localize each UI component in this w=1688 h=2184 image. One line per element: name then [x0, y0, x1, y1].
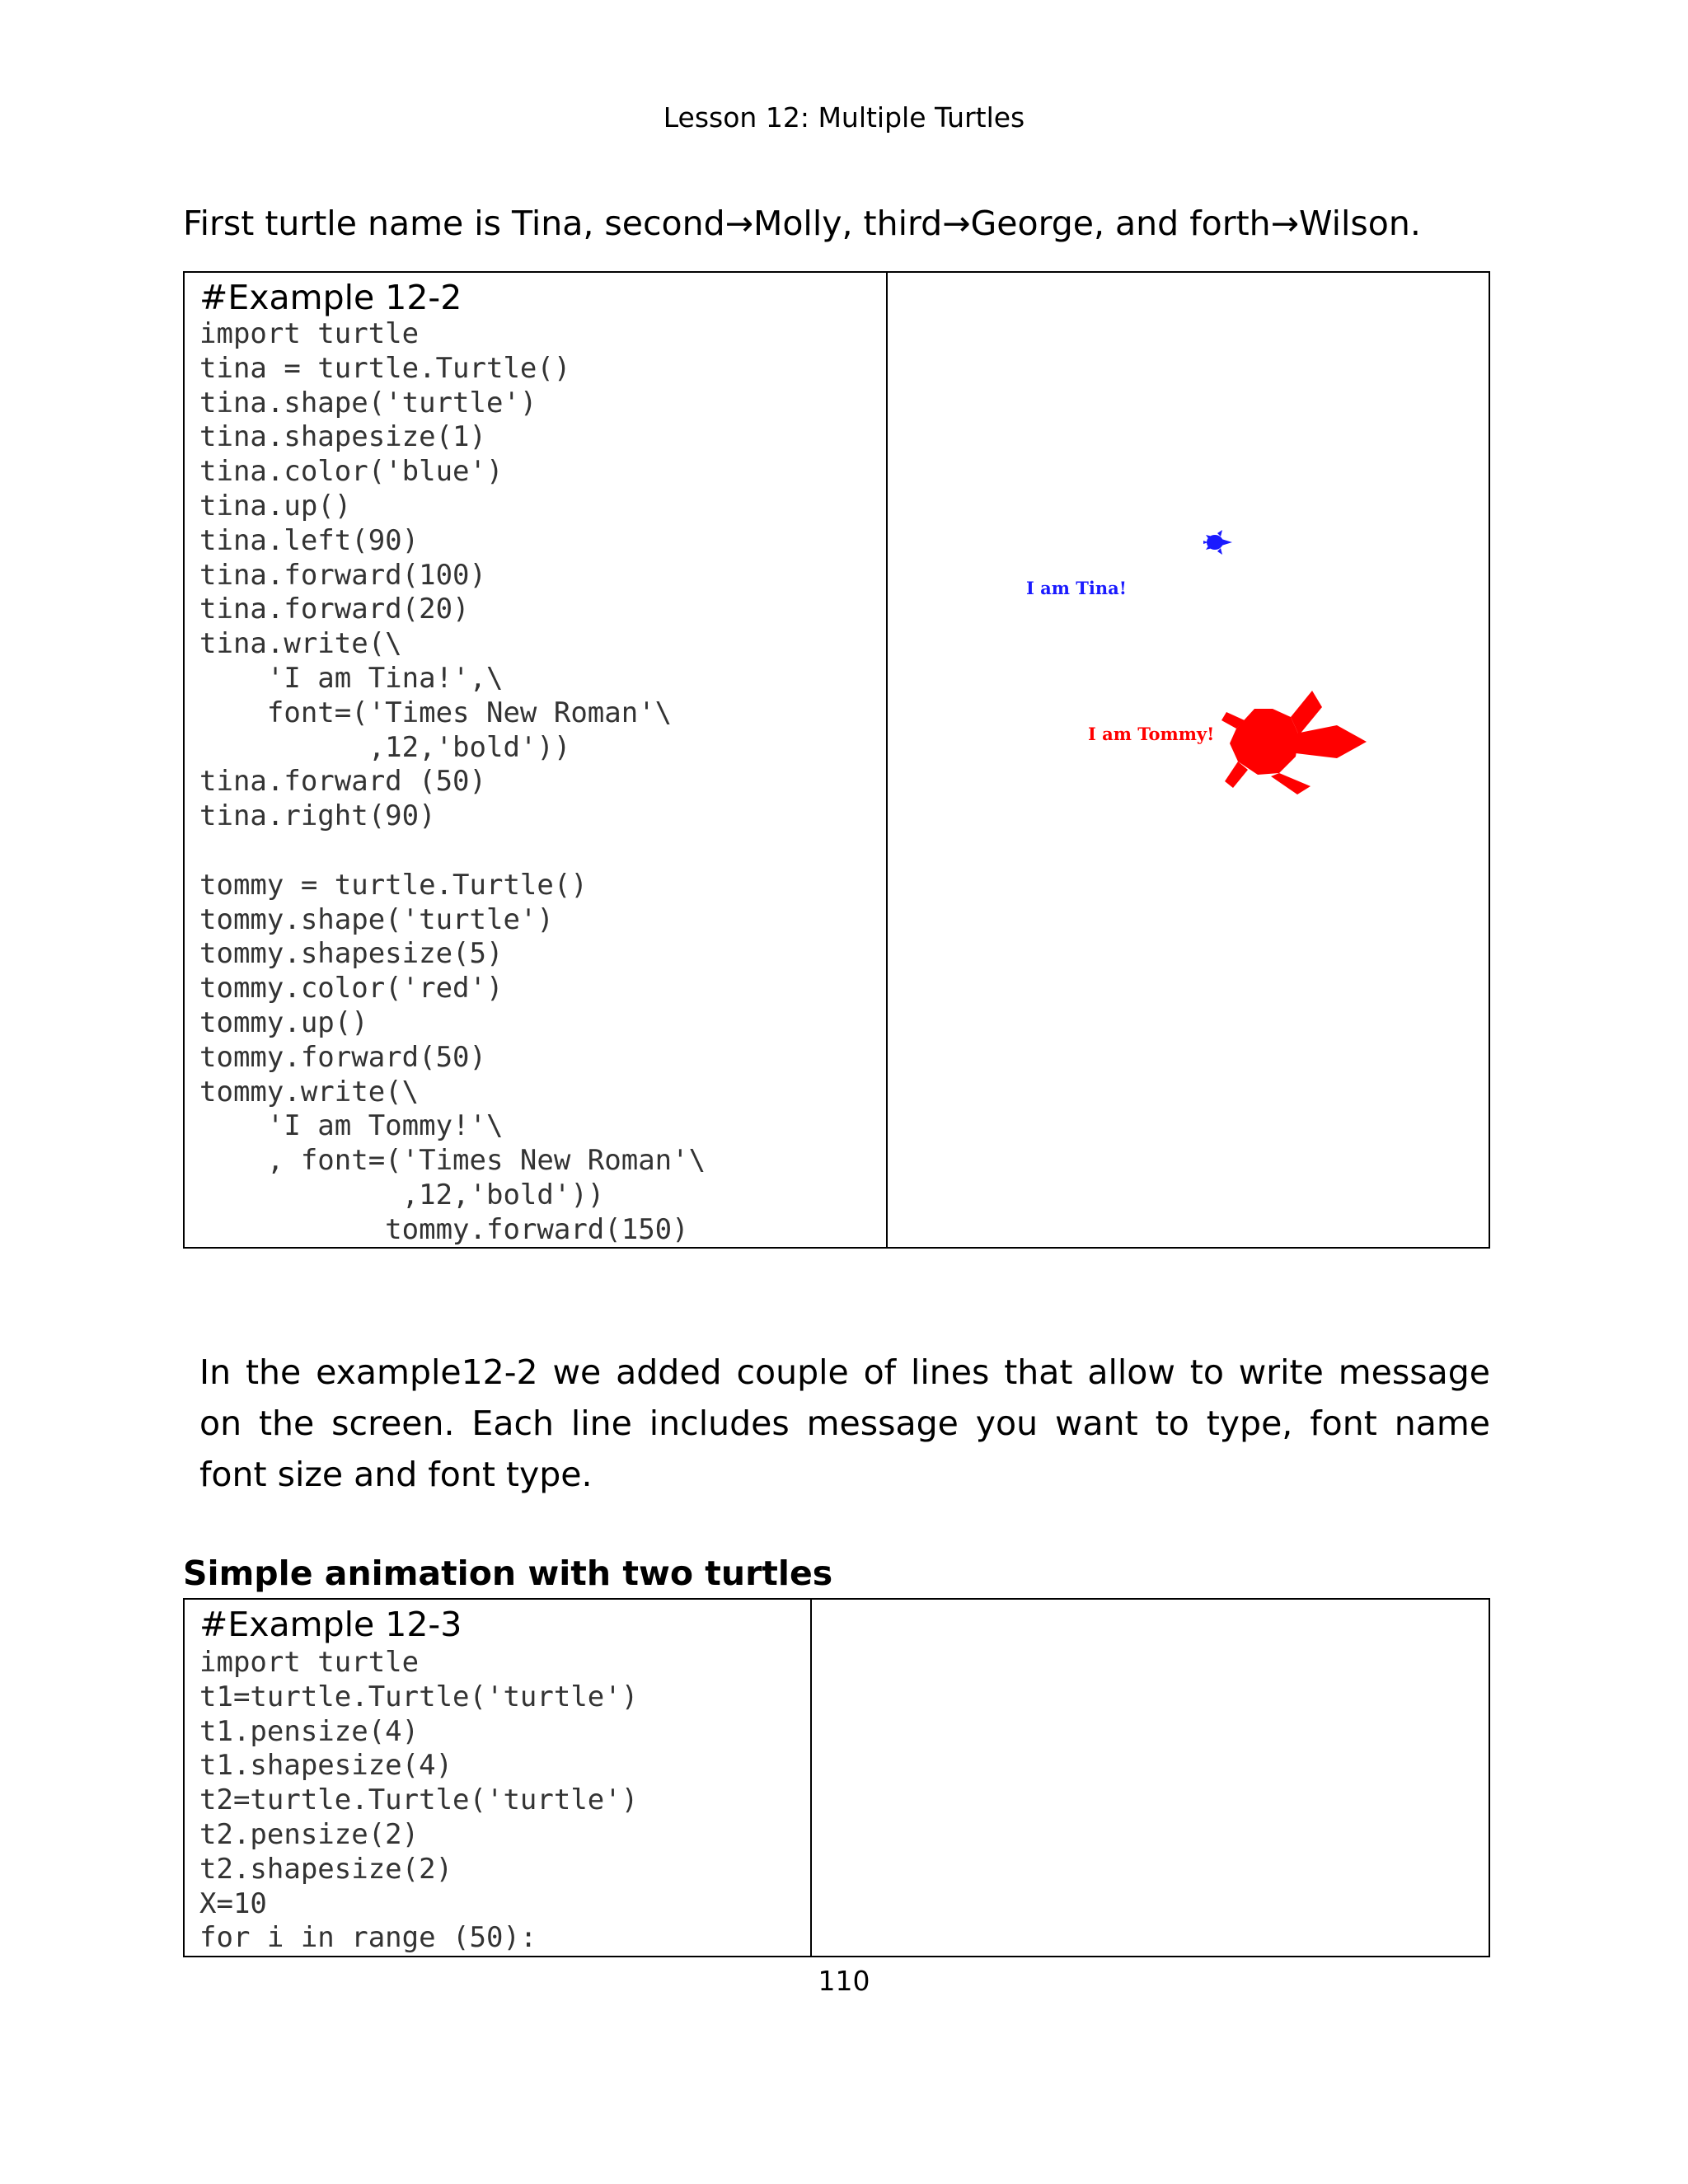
example-12-2-table [183, 271, 1490, 1249]
tina-turtle-icon [1201, 528, 1236, 556]
example-12-2-code: import turtle tina = turtle.Turtle() tina.shape('turtle') tina.shapesize(1) tina.color('blue') tina.up() tina.left(90) tina.forward(100) tina.forward(20) tina.write(\ 'I am Tina!',\ font=('Times New Roman'\ ,12,'bold')) tina.forward (50) tina.right(90) tommy = turtle.Turtle() tommy.shape('turtle') tommy.shapesize(5) tommy.color('red') tommy.up() tommy.forward(50) tommy.write(\ 'I am Tommy!'\ , font=('Times New Roman'\ ,12,'bold')) tommy.forward(150) [199, 317, 706, 1246]
tommy-turtle-icon [1221, 689, 1370, 804]
example-12-3-output-cell [812, 1600, 1489, 1956]
example-12-3-title: #Example 12-3 [199, 1605, 462, 1644]
example-12-3-code-cell [185, 1600, 812, 1956]
intro-text: First turtle name is Tina, second→Molly, third→George, and forth→Wilson. [183, 204, 1421, 243]
example-12-2-title: #Example 12-2 [199, 278, 462, 317]
example-12-3-code: import turtle t1=turtle.Turtle('turtle') t1.pensize(4) t1.shapesize(4) t2=turtle.Turtle('turtle') t2.pensize(2) t2.shapesize(2) X=10 for i in range (50): [199, 1646, 639, 1955]
example-12-3-table [183, 1598, 1490, 1957]
section-heading: Simple animation with two turtles [183, 1554, 833, 1593]
tommy-label: I am Tommy! [1088, 724, 1215, 744]
explanation-paragraph: In the example12-2 we added couple of lines that allow to write message on the screen. Each line includes message you want to type, font name font size and font type. [199, 1352, 1490, 1494]
example-12-2-code-cell [185, 273, 888, 1247]
tina-label: I am Tina! [1026, 578, 1127, 598]
example-12-2-output-cell [888, 273, 1489, 1247]
page-number: 110 [818, 1965, 870, 1997]
page-header: Lesson 12: Multiple Turtles [663, 101, 1025, 134]
